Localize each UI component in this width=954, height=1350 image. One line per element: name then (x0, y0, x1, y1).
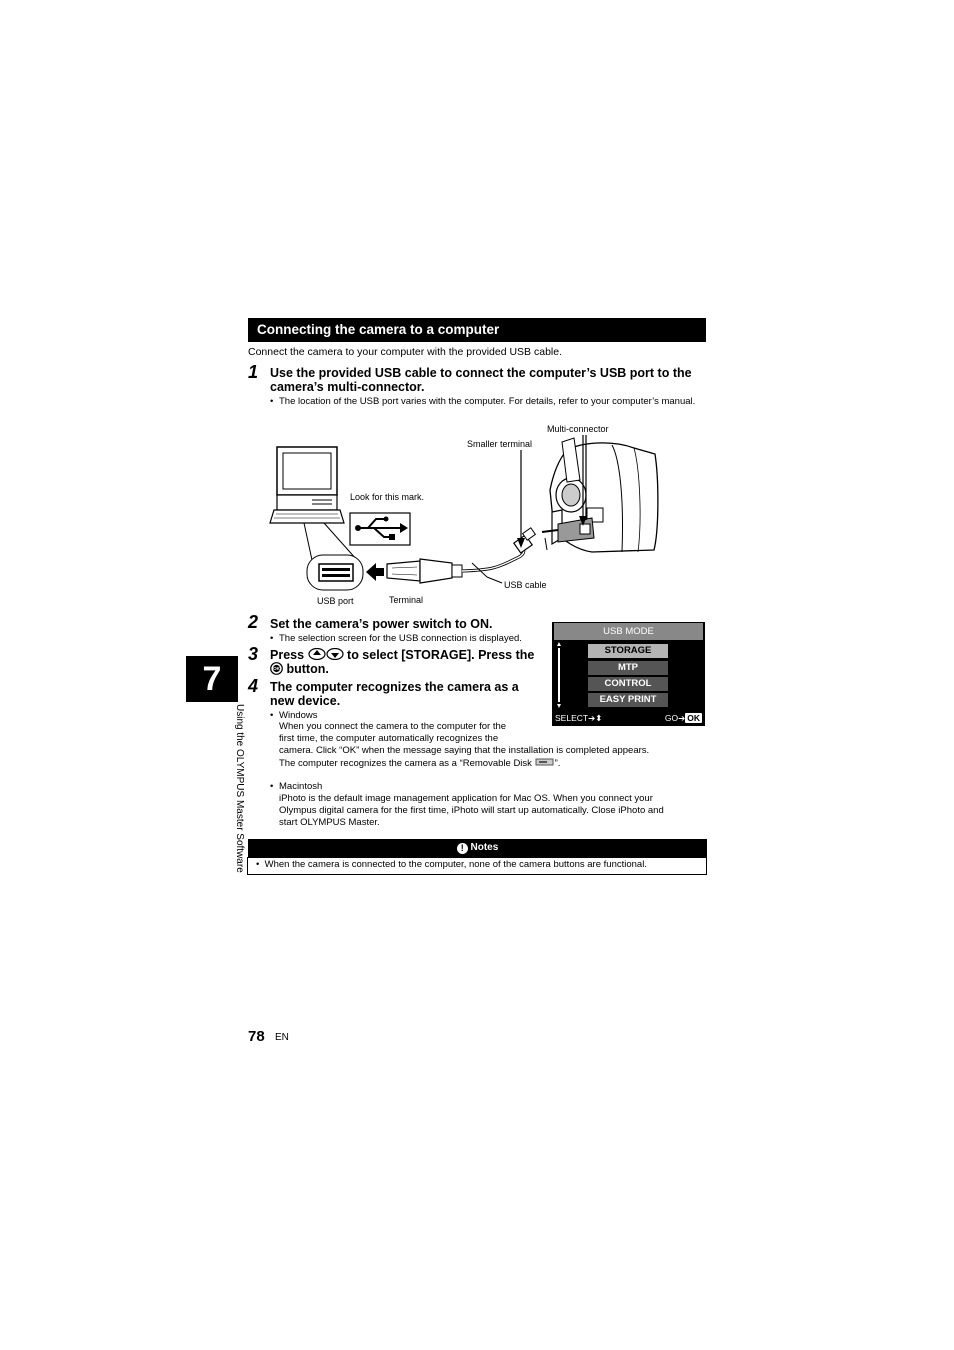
step-3-text-a: Press (270, 648, 305, 662)
usb-option-mtp[interactable]: MTP (588, 661, 668, 675)
computer-icon (270, 447, 344, 523)
usb-option-control[interactable]: CONTROL (588, 677, 668, 691)
step-3-text-c: button. (286, 662, 329, 676)
section-title: Connecting the camera to a computer (248, 318, 706, 342)
windows-text-4-end: ”. (554, 758, 561, 769)
chapter-side-title: Using the OLYMPUS Master Software (234, 704, 245, 873)
arrow-left-icon (366, 563, 384, 581)
windows-text-4 (279, 757, 699, 770)
label-usb-port: USB port (317, 596, 354, 606)
camera-icon (542, 438, 658, 552)
bullet-dot: • (256, 859, 265, 870)
usb-connection-diagram (262, 420, 662, 615)
step-1-title: Use the provided USB cable to connect the computer’s USB port to the camera’s multi-connector. (270, 366, 692, 394)
step-1-number: 1 (248, 362, 259, 382)
notes-text: When the camera is connected to the computer, none of the camera buttons are functional. (264, 859, 647, 870)
step-4-number: 4 (248, 676, 259, 696)
removable-disk-icon (535, 757, 555, 767)
label-look-for-mark: Look for this mark. (350, 492, 425, 502)
usb-port-icon (307, 555, 363, 590)
lcd-footer-select (555, 713, 602, 724)
bullet-dot: • (270, 781, 274, 792)
notes-header (248, 839, 707, 857)
step-4-title: The computer recognizes the camera as a new device. (270, 680, 519, 708)
mac-label: Macintosh (279, 781, 323, 792)
label-smaller-terminal: Smaller terminal (467, 439, 533, 449)
step-3-title (270, 648, 550, 676)
bullet-dot: • (270, 710, 274, 721)
label-multi-connector: Multi-connector (547, 424, 609, 434)
usb-option-storage[interactable]: STORAGE (588, 644, 668, 658)
arrow-right-icon: ➔ (588, 713, 596, 723)
step-3-number: 3 (248, 644, 259, 664)
mac-text-2: Olympus digital camera for the first time, iPhoto will start up automatically. Close iPhoto and (279, 805, 664, 816)
small-plug-icon (514, 528, 536, 553)
mac-text-3: start OLYMPUS Master. (279, 817, 380, 828)
step-2-note: The selection screen for the USB connection is displayed. (279, 633, 522, 644)
scrollbar-icon (557, 642, 561, 708)
usb-mode-screen (552, 622, 705, 726)
warning-icon: ! (457, 843, 468, 854)
step-1-note: The location of the USB port varies with the computer. For details, refer to your computer’s manual. (279, 396, 696, 407)
label-terminal: Terminal (389, 595, 424, 605)
notes-body (247, 857, 707, 875)
go-label: GO (664, 713, 679, 723)
windows-text-2: first time, the computer automatically recognizes the (279, 733, 499, 744)
select-label: SELECT (555, 713, 589, 723)
intro-text: Connect the camera to your computer with the provided USB cable. (248, 346, 562, 358)
usb-plug-icon (387, 559, 462, 583)
arrow-up-down-buttons-icon (308, 648, 344, 660)
notes-title: Notes (470, 842, 499, 853)
windows-text-1: When you connect the camera to the computer for the (279, 721, 507, 732)
windows-text-3: camera. Click “OK” when the message saying that the installation is completed appears. (279, 745, 650, 756)
usb-option-easy-print[interactable]: EASY PRINT (588, 693, 668, 707)
step-2-title: Set the camera’s power switch to ON. (270, 617, 493, 631)
page-number: 78 (248, 1028, 265, 1045)
lcd-footer-go (665, 713, 702, 724)
page-language: EN (275, 1032, 289, 1043)
up-down-icon: ⬍ (595, 713, 603, 723)
bullet-dot: • (270, 633, 274, 644)
usb-mode-title: USB MODE (554, 623, 703, 640)
mac-text-1: iPhoto is the default image management application for Mac OS. When you connect your (279, 793, 653, 804)
windows-text-4-main: The computer recognizes the camera as a “Removable Disk (279, 758, 532, 769)
step-2-number: 2 (248, 612, 259, 632)
ok-badge: OK (687, 713, 700, 723)
step-3-text-b: to select [STORAGE]. Press the (347, 648, 535, 662)
windows-label: Windows (279, 710, 318, 721)
usb-logo-icon (350, 513, 410, 545)
bullet-dot: • (270, 396, 274, 407)
svg-text:OK: OK (273, 666, 280, 672)
chapter-tab: 7 (186, 656, 238, 702)
label-usb-cable: USB cable (504, 580, 547, 590)
arrow-right-icon: ➔ (678, 713, 686, 723)
ok-button-icon (270, 662, 283, 675)
